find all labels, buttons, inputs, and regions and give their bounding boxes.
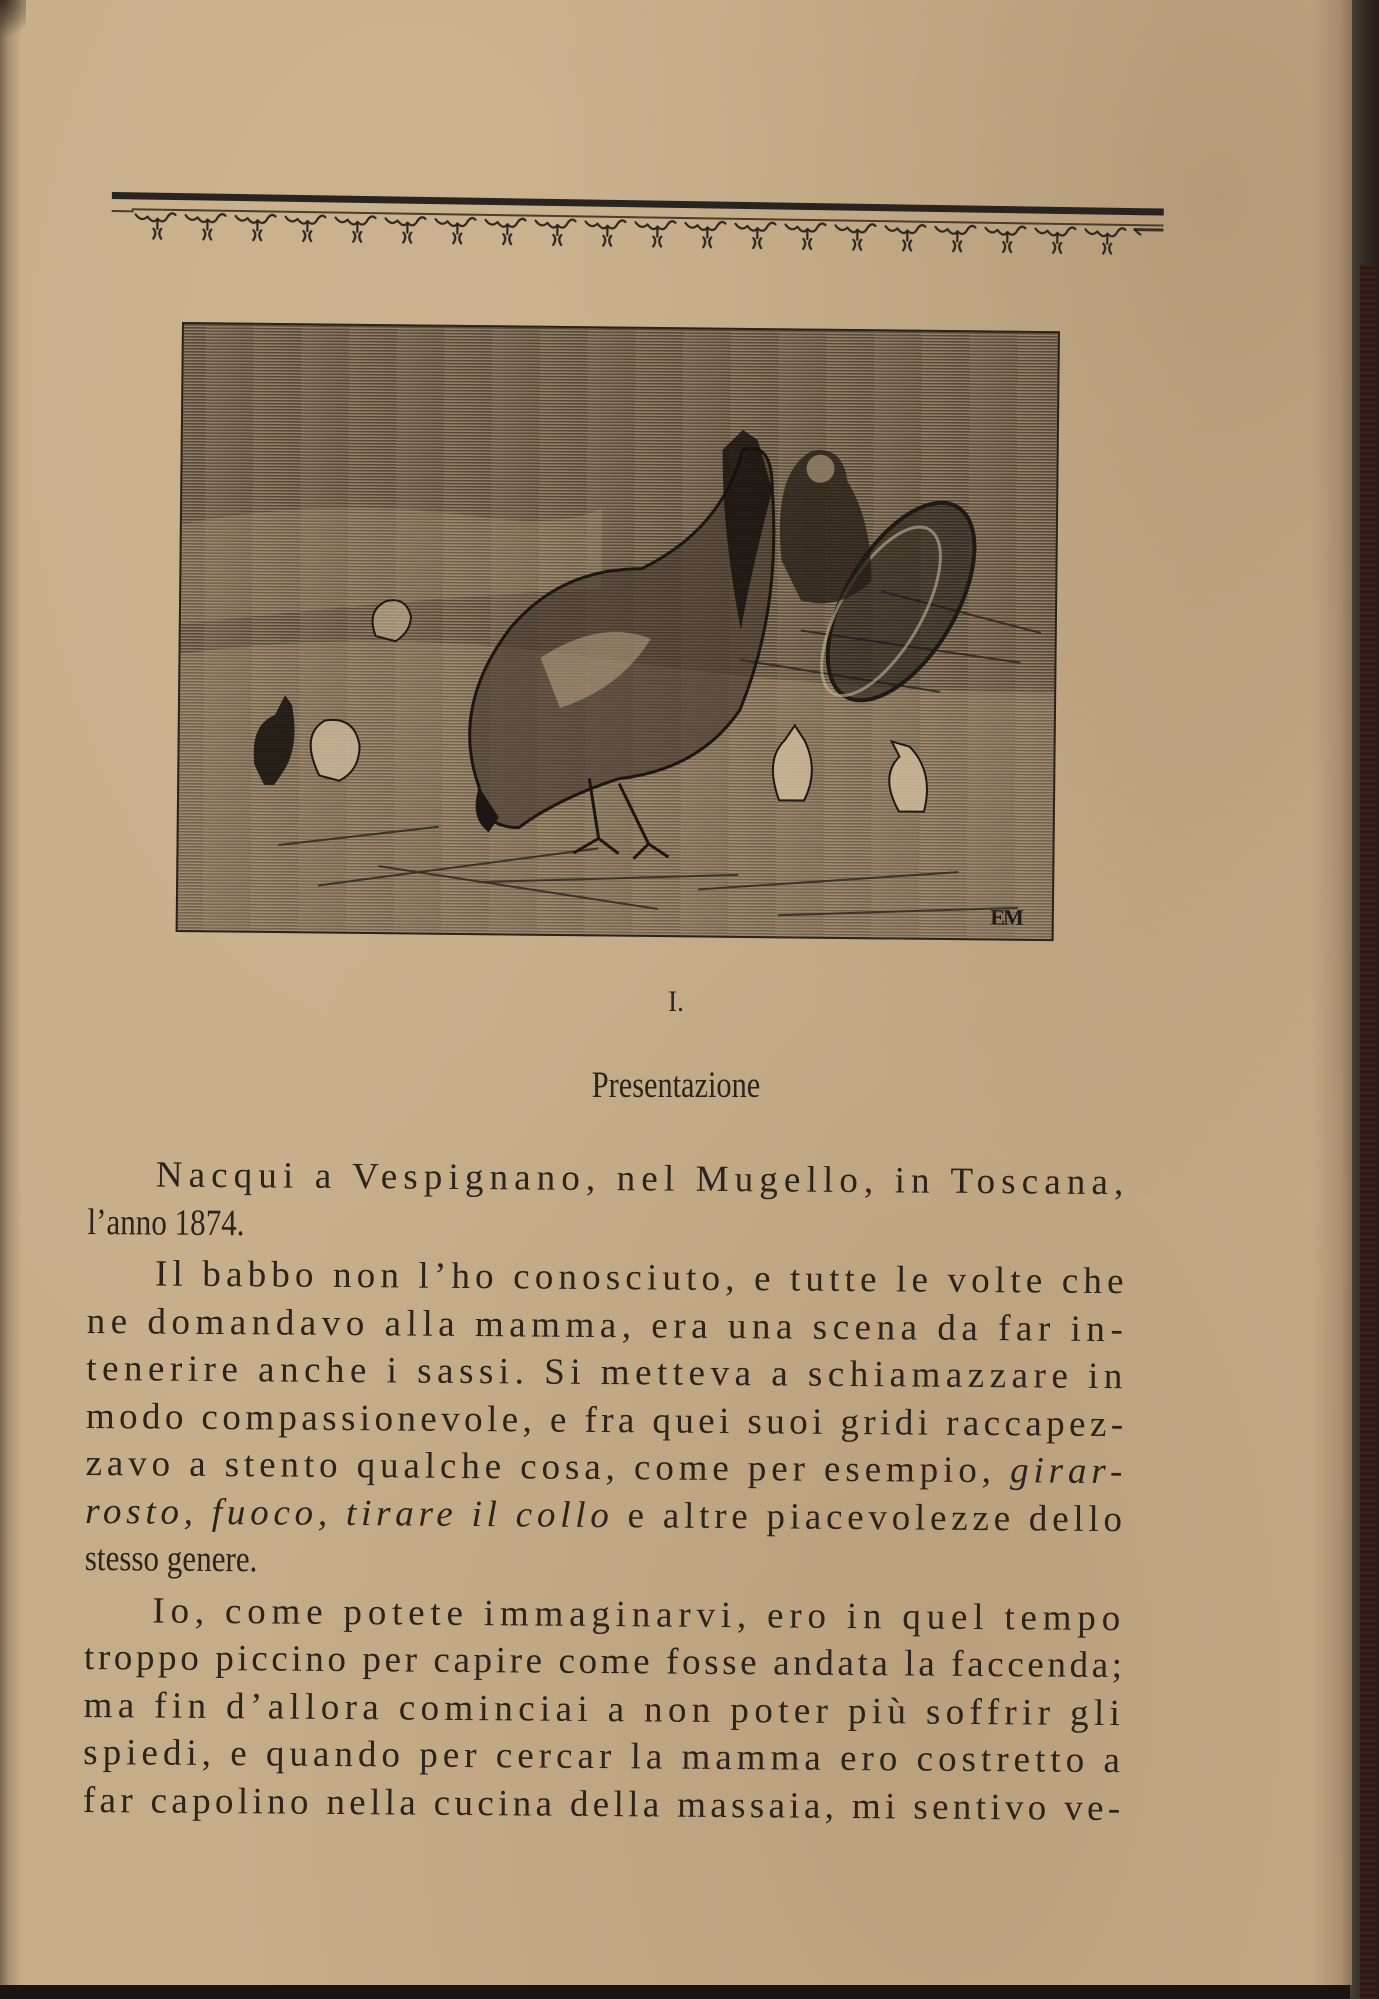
text-line: tenerire anche i sassi. Si metteva a schiamazzare in: [86, 1347, 1129, 1398]
text-line: ne domandavo alla mamma, era una scena da far in-: [86, 1300, 1129, 1350]
engraving-illustration: [176, 322, 1060, 941]
text-line: Io, come potete immaginarvi, ero in quel tempo: [152, 1590, 1127, 1639]
page-edge-shadow: [1312, 0, 1352, 1985]
text-line: far capolino nella cucina della massaia, mi sentivo ve-: [82, 1779, 1125, 1829]
text-segment: zavo a stento qualche cosa, come per esempio,: [85, 1442, 1011, 1492]
body-text: [83, 1151, 1130, 1832]
spine-binding-band: [1360, 265, 1376, 1999]
italic-segment: girar-: [1009, 1450, 1128, 1493]
text-line: Nacqui a Vespignano, nel Mugello, in Toscana,: [155, 1154, 1130, 1204]
text-line: [85, 1440, 1127, 1496]
ornamental-header-rule: [111, 188, 1164, 265]
chapter-title: Presentazione: [591, 1065, 761, 1106]
text-line: l’anno 1874.: [87, 1201, 245, 1244]
text-line: Il babbo non l’ho conosciuto, e tutte le volte che: [154, 1253, 1129, 1303]
text-line: spiedi, e quando per cercar la mamma ero costretto a: [83, 1731, 1126, 1782]
text-segment: e altre piacevolezze dello: [613, 1494, 1127, 1540]
header-rule-stub-left: [112, 210, 134, 212]
text-line: [85, 1487, 1127, 1543]
text-line: ma fin d’allora cominciai a non poter più soffrir gli: [83, 1684, 1126, 1734]
chapter-number: I.: [668, 985, 684, 1018]
page-stain: [0, 0, 26, 40]
italic-segment: rosto, fuoco, tirare il collo: [85, 1490, 614, 1536]
hen-and-chicks-engraving: [178, 324, 1058, 939]
text-line: stesso genere.: [84, 1537, 258, 1581]
page-gutter-shadow: [0, 0, 22, 1985]
text-line: modo compassionevole, e fra quei suoi gridi raccapez-: [85, 1395, 1128, 1445]
header-rule-scallop-pattern: [131, 208, 1142, 264]
book-spine: [1350, 0, 1379, 1999]
illustrator-signature: EM: [990, 904, 1022, 930]
text-line: troppo piccino per capire come fosse andata la faccenda;: [83, 1636, 1126, 1687]
